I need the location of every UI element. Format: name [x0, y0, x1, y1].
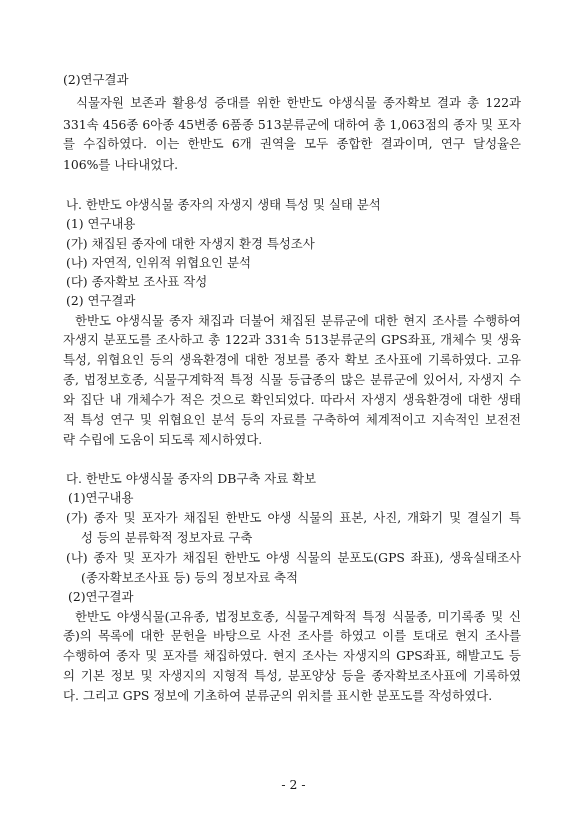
section-da-para-line-4: 의 기본 정보 및 자생지의 지형적 특성, 분포양상 등을 종자확보조사표에 기록하였 [63, 668, 521, 684]
section-da-item-ga-line-2: 성 등의 분류학적 정보자료 구축 [81, 530, 253, 546]
section-da-item-ga-line-1: (가) 종자 및 포자가 채집된 한반도 야생 식물의 표본, 사진, 개화기 및 결실기 특 [66, 510, 521, 526]
section-na-item-na: (나) 자연적, 인위적 위협요인 분석 [66, 254, 251, 270]
results-para-1-line-4: 106%를 나타내었다. [63, 157, 179, 173]
results-para-1-line-1: 식물자원 보존과 활용성 증대를 위한 한반도 야생식물 종자확보 결과 총 122과 [76, 95, 521, 111]
results-heading-1: (2)연구결과 [63, 72, 129, 87]
section-na-para-line-3: 특성, 위협요인 등의 생육환경에 대한 정보를 종자 확보 조사표에 기록하였다. 고유 [63, 352, 521, 368]
section-da-item-na-line-2: (종자확보조사표 등) 등의 정보자료 축적 [81, 569, 298, 585]
section-na-content-heading: (1) 연구내용 [66, 215, 136, 231]
section-na-results-heading: (2) 연구결과 [66, 292, 136, 308]
section-na-item-ga: (가) 채집된 종자에 대한 자생지 환경 특성조사 [66, 235, 315, 251]
section-da-item-na-line-1: (나) 종자 및 포자가 채집된 한반도 야생 식물의 분포도(GPS 좌표), 생육실태조사 [66, 549, 521, 565]
page-number: - 2 - [281, 777, 306, 792]
section-da-title: 다. 한반도 야생식물 종자의 DB구축 자료 확보 [66, 471, 317, 487]
section-da-para-line-5: 다. 그리고 GPS 정보에 기초하여 분류군의 위치를 표시한 분포도를 작성하였다. [63, 688, 493, 703]
section-da-para-line-1: 한반도 야생식물(고유종, 법정보호종, 식물구계학적 특정 식물종, 미기록종 및 신 [75, 608, 521, 624]
section-da-content-heading: (1)연구내용 [68, 490, 134, 506]
section-na-para-line-6: 적 특성 연구 및 위협요인 분석 등의 자료를 구축하여 체계적이고 지속적인 보전전 [63, 411, 521, 427]
section-na-para-line-4: 종, 법정보호종, 식물구계학적 특정 식물 등급종의 많은 분류군에 있어서, 자생지 수 [63, 372, 521, 388]
section-na-para-line-1: 한반도 야생식물 종자 채집과 더불어 채집된 분류군에 대한 현지 조사를 수행하여 [75, 312, 521, 328]
section-na-para-line-5: 와 집단 내 개체수가 적은 것으로 확인되었다. 따라서 자생지 생육환경에 대한 생태 [63, 391, 521, 407]
section-da-results-heading: (2)연구결과 [68, 588, 134, 604]
section-na-para-line-7: 략 수립에 도움이 되도록 제시하였다. [63, 431, 263, 447]
section-na-para-line-2: 자생지 분포도를 조사하고 총 122과 331속 513분류군의 GPS좌표, 개체수 및 생육 [63, 332, 521, 348]
results-para-1-line-2: 331속 456종 6아종 45변종 6품종 513분류군에 대하여 총 1,063점의 종자 및 포자 [63, 116, 521, 132]
section-da-para-line-3: 수행하여 종자 및 포자를 채집하였다. 현지 조사는 자생지의 GPS좌표, 해발고도 등 [63, 648, 521, 664]
section-na-item-da: (다) 종자확보 조사표 작성 [66, 273, 208, 289]
section-da-para-line-2: 종)의 목록에 대한 문헌을 바탕으로 사전 조사를 하였고 이를 토대로 현지 조사를 [63, 628, 521, 644]
results-para-1-line-3: 를 수집하였다. 이는 한반도 6개 권역을 모두 종합한 결과이며, 연구 달성율은 [63, 136, 521, 152]
section-na-title: 나. 한반도 야생식물 종자의 자생지 생태 특성 및 실태 분석 [66, 196, 381, 212]
